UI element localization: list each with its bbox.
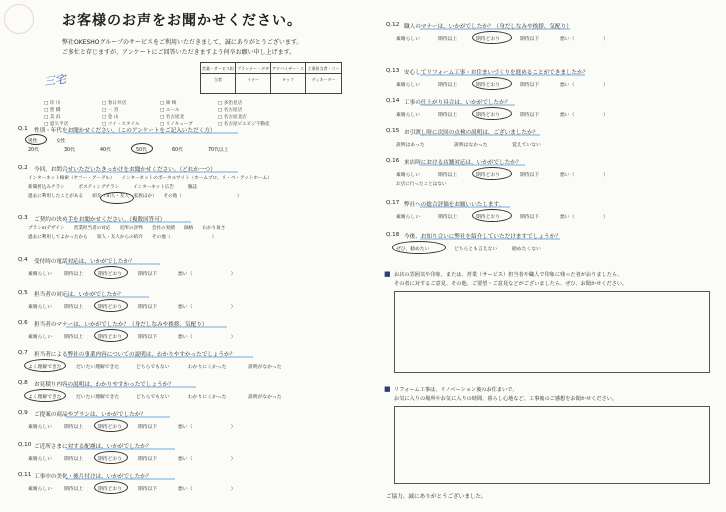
age-option[interactable]: 50代 [136, 148, 147, 153]
answer-circle-mark [94, 299, 128, 312]
thanks-message: ご協力、誠にありがとうございました。 [386, 494, 487, 500]
answer-option[interactable]: 期待どおり [476, 173, 500, 178]
question-label: Q.16 [386, 158, 400, 164]
answer-option[interactable]: 説明がなかった [248, 395, 282, 400]
answer-line[interactable]: 新聞折込みチラシ ポスティングチラシ インターネット広告 雑誌 [28, 185, 198, 190]
answer-option[interactable]: 素晴らしい [28, 425, 52, 430]
staff-cell [236, 74, 271, 93]
answer-option[interactable]: 期待どおり [98, 487, 122, 492]
answer-option[interactable]: 素晴らしい [28, 272, 52, 277]
answer-option[interactable]: 勧めたくない [512, 247, 541, 252]
answer-option[interactable]: 期待以下 [520, 37, 540, 42]
question-text: 受付時の電話対応は、いかがでしたか？ [34, 259, 135, 265]
answer-circle-mark [94, 451, 128, 464]
bullet-icon: ■ [384, 385, 391, 393]
question-text: ご近所さまに対する配慮は、いかがでしたか？ [34, 444, 152, 450]
question-text: お見積り内容の説明は、わかりやすかったでしょうか？ [34, 382, 174, 388]
store-checkbox[interactable]: □ 岸 川 [44, 101, 61, 106]
answer-option[interactable]: 期待以下 [520, 215, 540, 220]
free-comment-prompt-line-2: その者に対するご意見、その他、ご要望・ご意見などがございましたら、ぜひ、お聞かせください。 [394, 281, 628, 287]
answer-option[interactable]: 覚えていない [512, 143, 541, 148]
staff-cell [201, 74, 236, 93]
answer-options [28, 303, 238, 310]
question-label: Q.9 [18, 410, 28, 416]
answer-option[interactable]: 期待以下 [138, 457, 158, 462]
answer-option[interactable]: どちらとも言えない [454, 247, 498, 252]
answer-option[interactable]: 期待どおり [476, 113, 500, 118]
answer-option[interactable]: 素晴らしい [396, 173, 420, 178]
question-text: 性別・年代をお聞かせください。（このアンケートをご記入いただく方） [34, 128, 216, 134]
answer-circle-mark [472, 167, 512, 180]
answer-options [28, 485, 238, 492]
gender-option[interactable]: 女性 [56, 139, 66, 144]
answer-option[interactable]: 説明はなかった [454, 143, 488, 148]
staff-header-construction: 工事担当者・コーディネーター [306, 63, 341, 74]
answer-option[interactable]: 悪い（ ） [178, 335, 236, 340]
answer-option[interactable]: 期待どおり [98, 425, 122, 430]
answer-option[interactable]: 期待以下 [138, 335, 158, 340]
store-checkbox[interactable]: □ 金 山 [102, 115, 119, 120]
store-checkbox[interactable]: □ エール [160, 108, 180, 113]
question-label: Q.6 [18, 320, 28, 326]
staff-cell [306, 74, 341, 93]
answer-line[interactable]: プランorデザイン 営業担当者の対応 近所の評判 会社の実績 価格 わかり易さ [28, 226, 226, 231]
answer-circle-mark [472, 77, 512, 90]
question-text: 安心してリフォーム工事・お住まいづくりを進めることができましたか？ [404, 70, 589, 76]
staff-header-advisor: アドバイザー・スタッフ [271, 63, 306, 74]
answer-option[interactable]: ぜひ、勧めたい [396, 247, 430, 252]
age-option[interactable]: 40代 [100, 148, 111, 153]
answer-options [28, 455, 238, 462]
answer-option[interactable]: 期待以上 [64, 487, 84, 492]
answer-circle-mark [94, 419, 128, 432]
store-checkbox[interactable]: □ 春日井店 [102, 101, 127, 106]
answer-circle-mark [472, 31, 512, 44]
store-checkbox[interactable]: □ 名古屋ピエビジ不動産 [218, 122, 270, 127]
answer-circle-mark [25, 134, 47, 145]
gender-option[interactable]: 男性 [28, 139, 38, 144]
answer-option[interactable]: 期待どおり [476, 215, 500, 220]
age-option[interactable]: 60代 [172, 148, 183, 153]
answer-options [28, 333, 238, 340]
answer-option[interactable]: 悪い（ ） [560, 83, 608, 88]
store-checkbox[interactable]: □ 岡 崎 [160, 101, 177, 106]
answer-option[interactable]: 悪い（ ） [178, 272, 236, 277]
reform-comment-prompt-line-1: リフォーム工事は、リノベーション後のお住まいで、 [394, 387, 518, 393]
reform-comment-prompt-line-2: お気に入りの場所やお気に入りの時間、暮らし心地など、工事後のご感想をお聞かせください。 [394, 396, 618, 402]
no-visit-option[interactable]: お店に行ったことはない [396, 182, 447, 187]
question-label: Q.8 [18, 380, 28, 386]
question-text: 担当者のマナーは、いかがでしたか？（身だしなみや挨拶、気配り） [34, 322, 208, 328]
store-checkbox-list [44, 100, 288, 127]
answer-option[interactable]: 期待以上 [64, 335, 84, 340]
answer-circle-mark [94, 329, 128, 342]
question-label: Q.3 [18, 215, 28, 221]
free-comment-box-2[interactable] [394, 406, 710, 484]
question-text: 工事の仕上がり具合は、いかがでしたか？ [404, 100, 511, 106]
answer-option[interactable]: 悪い（ ） [178, 487, 236, 492]
answer-option[interactable]: 期待以上 [438, 215, 458, 220]
staff-header-sales: 営業・サービス担当者 [201, 63, 236, 74]
answer-option[interactable]: 期待以下 [138, 272, 158, 277]
answer-option[interactable]: 期待以上 [64, 425, 84, 430]
store-checkbox[interactable]: □ 名古屋店 [218, 108, 243, 113]
question-label: Q.17 [386, 200, 400, 206]
question-label: Q.13 [386, 68, 400, 74]
answer-circle-mark [94, 266, 128, 279]
answer-circle-mark [131, 143, 153, 154]
answer-option[interactable]: 期待以下 [520, 83, 540, 88]
question-text: 今後、お知り合いに弊社を紹介していただけますでしょうか？ [404, 234, 561, 240]
answer-option[interactable]: どちらでもない [136, 395, 170, 400]
answer-option[interactable]: 期待どおり [98, 305, 122, 310]
answer-option[interactable]: 素晴らしい [28, 335, 52, 340]
answer-option[interactable]: 素晴らしい [396, 37, 420, 42]
answer-option[interactable]: 期待以上 [64, 305, 84, 310]
stamp-mark [4, 4, 34, 34]
answer-option[interactable]: 期待どおり [476, 37, 500, 42]
store-checkbox[interactable]: □ 美 浜 [44, 115, 61, 120]
answer-option[interactable]: 悪い（ ） [178, 457, 236, 462]
answer-option[interactable]: 悪い（ ） [560, 215, 608, 220]
age-option[interactable]: 70代以上 [208, 148, 229, 153]
staff-table [200, 62, 342, 94]
answer-options [396, 141, 570, 148]
staff-cell [271, 74, 306, 93]
answer-circle-mark [472, 209, 512, 222]
answer-option[interactable]: 期待どおり [476, 83, 500, 88]
answer-option[interactable]: 期待以上 [438, 83, 458, 88]
question-text: 今回、お問合せいただいたきっかけをお聞かせください。（どれか一つ） [34, 167, 216, 173]
answer-option[interactable]: 説明がなかった [248, 365, 282, 370]
answer-option[interactable]: だいたい理解できた [76, 395, 120, 400]
question-label: Q.11 [18, 472, 32, 478]
free-comment-prompt-line-1: お店の雰囲気や印象、または、営業（サービス）担当者や職人で印象に残った者がおりましたら、 [394, 272, 623, 278]
store-checkbox[interactable]: □ 多治見店 [218, 101, 243, 106]
question-label: Q.7 [18, 350, 28, 356]
answer-option[interactable]: 悪い（ ） [560, 173, 608, 178]
answer-option[interactable]: 説明はあった [396, 143, 425, 148]
question-text: ご提案の商品やプランは、いかがでしたか？ [34, 412, 146, 418]
answer-option[interactable]: 期待以上 [64, 457, 84, 462]
answer-option[interactable]: 悪い（ ） [178, 305, 236, 310]
question-label: Q.14 [386, 98, 400, 104]
question-text: 担当者による弊社の事業内容についての説明は、わかりやすかったでしょうか？ [34, 352, 236, 358]
store-checkbox[interactable]: □ 名古屋北 [160, 115, 185, 120]
answer-option[interactable]: わかりにくかった [188, 395, 227, 400]
answer-option[interactable]: 期待以上 [438, 37, 458, 42]
question-label: Q.1 [18, 126, 28, 132]
answer-option[interactable]: 期待どおり [98, 335, 122, 340]
question-text: 来店時における店舗対応は、いかがでしたか？ [404, 160, 522, 166]
answer-line[interactable]: インターネット検索（ヤフー・グーグル） インターネットのポータルサイト（ホームプロ、リ・ベ・アットホーム） [28, 176, 272, 181]
store-checkbox[interactable]: □ リノキューブ [160, 122, 193, 127]
answer-option[interactable]: 期待以下 [138, 425, 158, 430]
question-label: Q.12 [386, 22, 400, 28]
store-checkbox[interactable]: □ ツイ・スタイル [102, 122, 140, 127]
question-text: ご契約の決め手をお聞かせください。（複数回答可） [34, 217, 166, 223]
answer-option[interactable]: 期待どおり [98, 272, 122, 277]
answer-line[interactable]: 過去に利用したことがある 紹介（知人・友人・家族ほか） その他（ ） [28, 194, 242, 199]
question-label: Q.5 [18, 290, 28, 296]
answer-circle-mark [392, 241, 446, 254]
question-text: 職人のマナーは、いかがでしたか？（身だしなみや挨拶、気配り） [404, 24, 572, 30]
answer-circle-mark [24, 389, 66, 402]
answer-option[interactable]: 期待以下 [520, 173, 540, 178]
question-label: Q.15 [386, 128, 400, 134]
answer-option[interactable]: 期待以上 [438, 113, 458, 118]
answer-option[interactable]: 期待以下 [520, 113, 540, 118]
store-checkbox[interactable]: □ 一 宮 [102, 108, 119, 113]
answer-circle-mark [100, 192, 134, 204]
answer-option[interactable]: どちらでもない [136, 365, 170, 370]
question-label: Q.4 [18, 257, 28, 263]
handwritten-signature: 三宅 [43, 72, 67, 89]
question-text: 担当者の対応は、いかがでしたか？ [34, 292, 124, 298]
answer-circle-mark [24, 359, 66, 372]
answer-circle-mark [472, 107, 512, 120]
staff-header-planner: プランナー・デザイナー [236, 63, 271, 74]
page-title: お客様のお声をお聞かせください。 [62, 13, 302, 29]
question-label: Q.18 [386, 232, 400, 238]
answer-option[interactable]: わかりにくかった [188, 365, 227, 370]
question-label: Q.10 [18, 442, 32, 448]
store-checkbox[interactable]: □ 豊 橋 [44, 108, 61, 113]
answer-line[interactable]: 過去に利用してよかったから 知人・友人からの紹介 その他（ ） [28, 235, 217, 240]
answer-option[interactable]: よく理解できた [28, 395, 62, 400]
answer-option[interactable]: 期待以上 [438, 173, 458, 178]
answer-option[interactable]: 素晴らしい [396, 83, 420, 88]
answer-options [28, 393, 298, 400]
bullet-icon: ■ [384, 270, 391, 278]
age-option[interactable]: 30代 [64, 148, 75, 153]
question-text: 工事中の美化・後片付けは、いかがでしたか？ [34, 474, 152, 480]
answer-option[interactable]: 素晴らしい [28, 457, 52, 462]
answer-option[interactable]: 悪い（ ） [560, 37, 608, 42]
answer-circle-mark [94, 481, 128, 494]
free-comment-box-1[interactable] [394, 291, 710, 373]
answer-options [28, 363, 298, 370]
age-option[interactable]: 20代 [28, 148, 39, 153]
answer-option[interactable]: 期待以下 [138, 487, 158, 492]
question-label: Q.2 [18, 165, 28, 171]
answer-option[interactable]: 期待以下 [138, 305, 158, 310]
question-text: 弊社への総合評価をお願いいたします。 [404, 202, 505, 208]
answer-option[interactable]: 期待以上 [64, 272, 84, 277]
answer-option[interactable]: 素晴らしい [28, 487, 52, 492]
answer-option[interactable]: 悪い（ ） [178, 425, 236, 430]
answer-option[interactable]: 素晴らしい [28, 305, 52, 310]
answer-option[interactable]: 期待どおり [98, 457, 122, 462]
answer-options [28, 270, 238, 277]
answer-option[interactable]: 素晴らしい [396, 113, 420, 118]
intro-text: 弊社OKESHOグループのサービスをご利用いただきまして、誠にありがとうございます。 ご多忙と存じますが、アンケートにご回答いただきますよう何卒お願い申し上げます。 [62, 39, 303, 56]
answer-options [28, 423, 238, 430]
store-checkbox[interactable]: □ 名古屋北店 [218, 115, 247, 120]
answer-option[interactable]: だいたい理解できた [76, 365, 120, 370]
answer-option[interactable]: 悪い（ ） [560, 113, 608, 118]
answer-option[interactable]: 素晴らしい [396, 215, 420, 220]
answer-option[interactable]: よく理解できた [28, 365, 62, 370]
store-checkbox[interactable]: □ 恵久平店 [44, 122, 69, 127]
question-text: お引渡し時に次回の点検の説明は、ございましたか？ [404, 130, 539, 136]
